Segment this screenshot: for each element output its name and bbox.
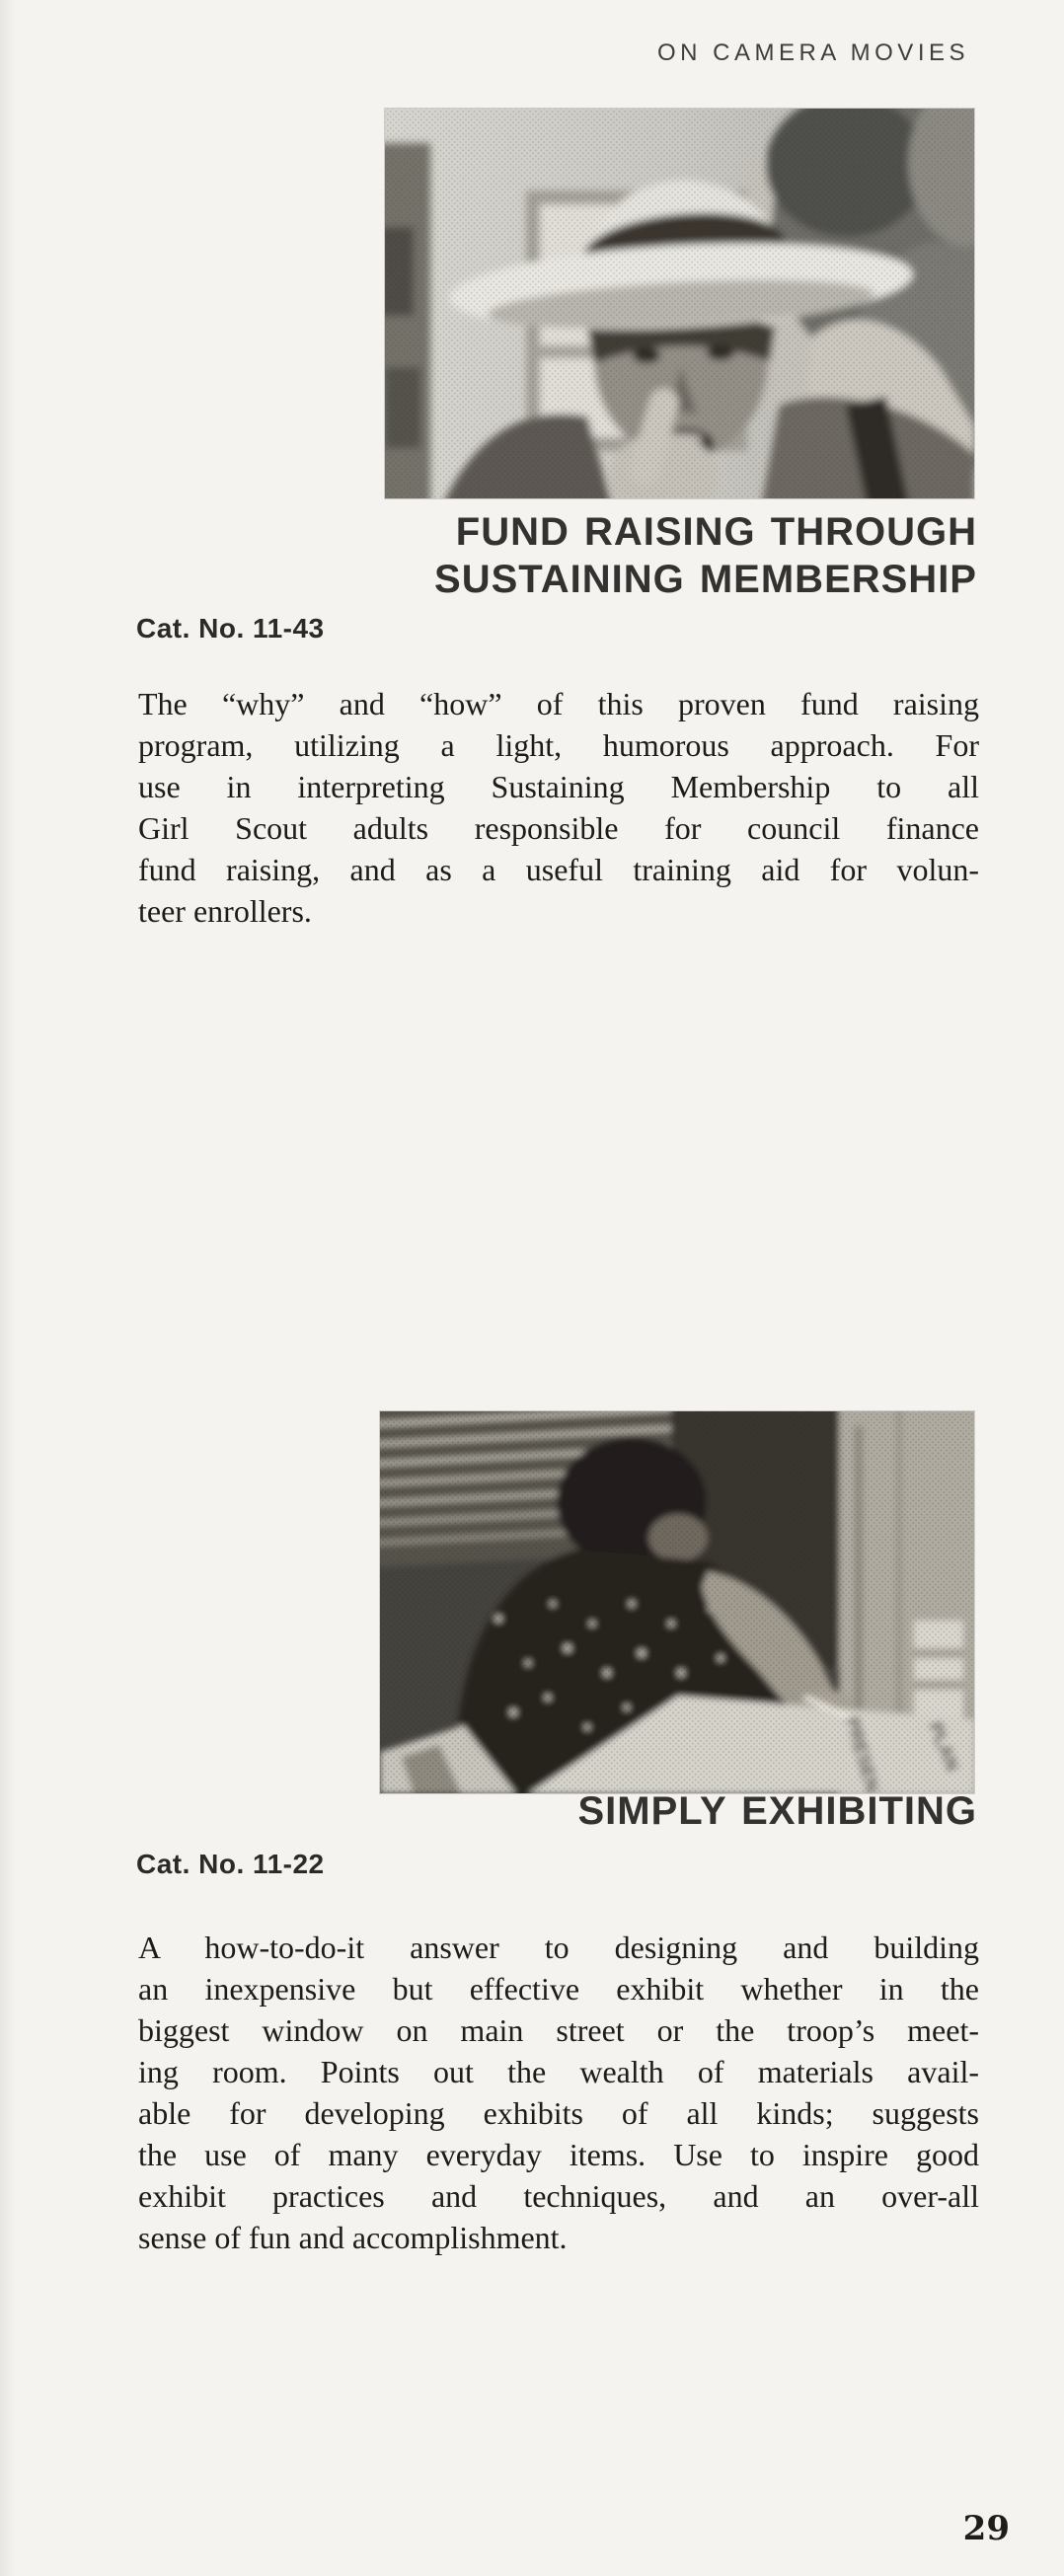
text-line: biggest window on main street or the troop’s meet- [138, 2012, 979, 2048]
fund-raising-photo-illustration [385, 109, 974, 498]
text-line: exhibit practices and techniques, and an over-all [138, 2178, 979, 2214]
simply-exhibiting-description [138, 1927, 979, 2258]
text-line: ing room. Points out the wealth of materials avail- [138, 2054, 979, 2089]
fund-raising-photo [385, 109, 974, 498]
text-line: teer enrollers. [138, 893, 312, 929]
page-number: 29 [962, 2509, 1010, 2548]
text-line: program, utilizing a light, humorous approach. For [138, 727, 979, 763]
text-line: Girl Scout adults responsible for council finance [138, 810, 979, 846]
simply-exhibiting-photo [380, 1411, 974, 1793]
text-line: fund raising, and as a useful training aid for volun- [138, 852, 979, 887]
text-line: The “why” and “how” of this proven fund raising [138, 686, 979, 721]
text-line: able for developing exhibits of all kinds; suggests [138, 2095, 979, 2131]
text-line: use in interpreting Sustaining Membership to all [138, 769, 979, 804]
text-line: FUND RAISING THROUGH [455, 510, 977, 554]
halftone-overlay [385, 109, 974, 498]
text-line: A how-to-do-it answer to designing and building [138, 1930, 979, 1965]
text-line: SIMPLY EXHIBITING [577, 1789, 977, 1833]
text-line: sense of fun and accomplishment. [138, 2220, 568, 2255]
catalog-number-2: Cat. No. 11-22 [136, 1849, 325, 1879]
simply-exhibiting-photo-illustration [380, 1411, 974, 1793]
halftone-overlay [380, 1411, 974, 1793]
text-line: an inexpensive but effective exhibit whether in the [138, 1971, 979, 2007]
running-head: ON CAMERA MOVIES [656, 39, 969, 66]
text-line: the use of many everyday items. Use to inspire good [138, 2137, 979, 2172]
section-heading-simply-exhibiting [237, 1787, 977, 1835]
catalog-number-1: Cat. No. 11-43 [136, 613, 325, 644]
text-line: SUSTAINING MEMBERSHIP [434, 558, 977, 601]
section-heading-fund-raising [237, 508, 977, 603]
fund-raising-description [138, 683, 979, 932]
